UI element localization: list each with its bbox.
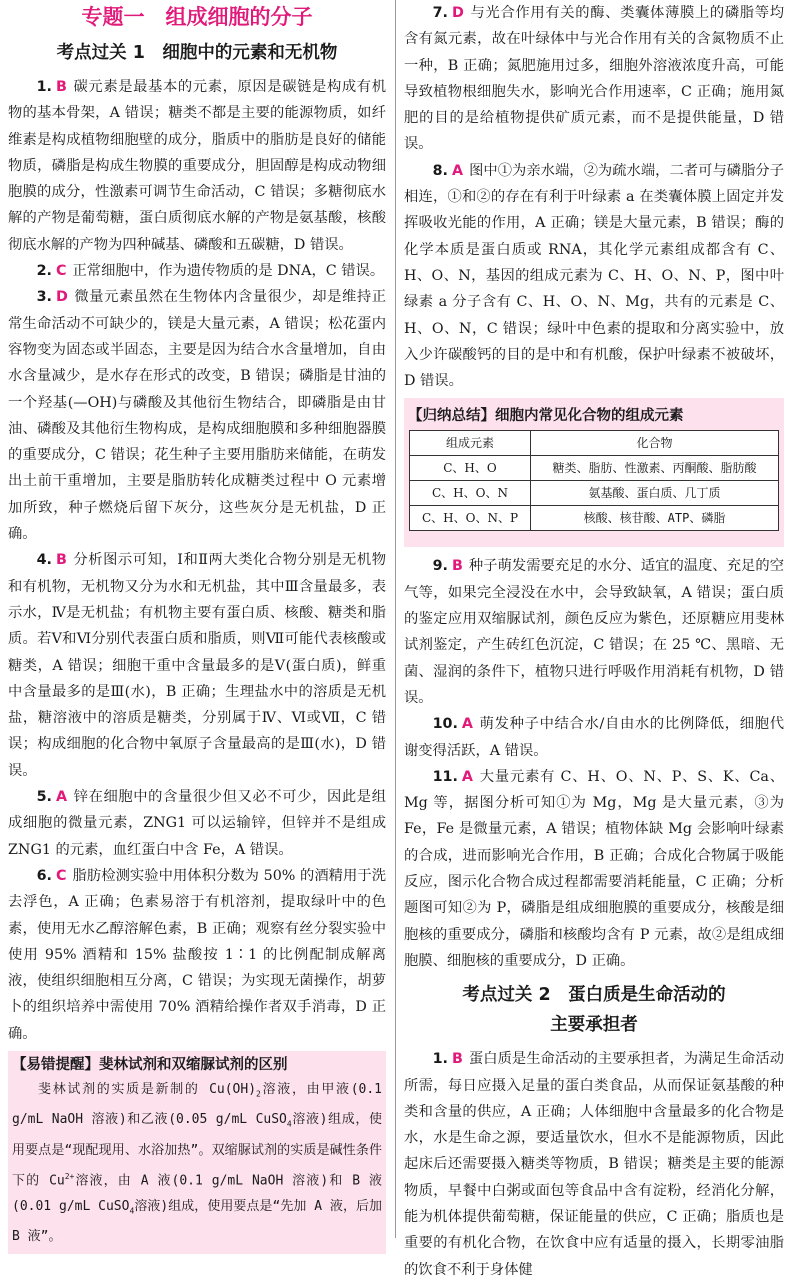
left-column bbox=[8, 0, 386, 1245]
answer-item: 10. A 萌发种子中结合水/自由水的比例降低，细胞代谢变得活跃，A 错误。 bbox=[404, 716, 784, 759]
summary-title: 【归纳总结】细胞内常见化合物的组成元素 bbox=[408, 408, 684, 425]
answer-item: 1. B 蛋白质是生命活动的主要承担者，为满足生命活动所需，每日应摄入足量的蛋白类食品，从而保证氨基酸的种类和含量的供应，A 正确；人体细胞中含量最多的化合物是水，水是生命之源，要适量饮水，但水不是能源物质，因此起床后还需要摄入糖类等物质，B 错误；糖类是主要的能源物质，早餐中白粥或面包等食品中含有淀粉，经消化分解，能为机体提供葡萄糖，保证能量的供应，C 正确；脂质也是重要的有机化合物，在饮食中应有适量的摄入，长期零油脂的饮食不利于身体健 bbox=[404, 1051, 784, 1278]
answer-item: 1. B 碳元素是最基本的元素，原因是碳链是构成有机物的基本骨架，A 错误；糖类不都是主要的能源物质，如纤维素是构成植物细胞壁的成分，脂质中的脂肪是良好的储能物质，磷脂是构成生物膜的重要成分，胆固醇是构成动物细胞膜的成分，性激素可调节生命活动，C 错误；多糖彻底水解的产物是葡萄糖，蛋白质彻底水解的产物是氨基酸，核酸彻底水解的产物为四种碱基、磷酸和五碳糖，D 错误。 bbox=[8, 79, 386, 253]
section-title-2: 考点过关 2 蛋白质是生命活动的 主要承担者 bbox=[462, 985, 726, 1036]
answer-item: 11. A 大量元素有 C、H、O、N、P、S、K、Ca、Mg 等，据图分析可知①为 Mg，Mg 是大量元素，③为 Fe，Fe 是微量元素，A 错误；植物体缺 Mg 会影响叶绿素的合成，进而影响光合作用，B 正确；合成化合物属于吸能反应，图示化合物合成过程都需要消耗能量，C 正确；分析题图可知②为 P，磷脂是组成细胞膜的重要成分，核酸是细胞核的重要成分，磷脂和核酸均含有 P 元素，故②是组成细胞膜、细胞核的重要成分，D 正确。 bbox=[404, 768, 784, 969]
answer-item: 7. D 与光合作用有关的酶、类囊体薄膜上的磷脂等均含有氮元素，故在叶绿体中与光合作用有关的含氮物质不止一种，B 正确；氮肥施用过多，细胞外溶液浓度升高，可能导致植物根细胞失水，影响光合作用速率，C 正确；施用氮肥的目的是给植物提供矿质元素，而不是提供能量，D 错误。 bbox=[404, 5, 784, 153]
table-row bbox=[410, 456, 779, 481]
table-cell: C、H、O、N、P bbox=[410, 506, 531, 531]
answer-item: 8. A 图中①为亲水端，②为疏水端，二者可与磷脂分子相连，①和②的存在有利于叶绿素 a 在类囊体膜上固定并发挥吸收光能的作用，A 正确；镁是大量元素，B 错误；酶的化学本质是蛋白质或 RNA，其化学元素组成都含有 C、H、O、N，基因的组成元素为 C、H、O、N、P，图中叶绿素 a 分子含有 C、H、O、N、Mg，共有的元素是 C、H、O、N，C 错误；绿叶中色素的提取和分离实验中，放入少许碳酸钙的目的是中和有机酸，保护叶绿素不被破坏，D 错误。 bbox=[404, 162, 785, 390]
tip-box bbox=[8, 1051, 386, 1254]
answer-item: 4. B 分析图示可知，Ⅰ和Ⅱ两大类化合物分别是无机物和有机物，无机物又分为水和无机盐，其中Ⅲ含量最多，表示水，Ⅳ是无机盐；有机物主要有蛋白质、核酸、糖类和脂质。若Ⅴ和Ⅵ分别代表蛋白质和脂质，则Ⅶ可能代表核酸或糖类，A 错误；细胞干重中含量最多的是Ⅴ(蛋白质)，鲜重中含量最多的是Ⅲ(水)，B 正确；生理盐水中的溶质是无机盐，糖溶液中的溶质是糖类，分别属于Ⅳ、Ⅵ或Ⅶ，C 错误；构成细胞的化合物中氧原子含量最高的是Ⅲ(水)，D 错误。 bbox=[8, 552, 386, 779]
table-cell: 糖类、脂肪、性激素、丙酮酸、脂肪酸 bbox=[531, 456, 779, 481]
section-title-1: 考点过关 1 细胞中的元素和无机物 bbox=[56, 43, 338, 63]
table-header-row bbox=[410, 431, 779, 456]
tip-box-title: 【易错提醒】斐林试剂和双缩脲试剂的区别 bbox=[12, 1056, 288, 1073]
column-divider bbox=[395, 0, 396, 1238]
topic-title: 专题一 组成细胞的分子 bbox=[81, 5, 313, 29]
table-header: 化合物 bbox=[531, 431, 779, 456]
table-cell: C、H、O、N bbox=[410, 481, 531, 506]
answer-item: 5. A 锌在细胞中的含量很少但又必不可少，因此是组成细胞的微量元素，ZNG1 可以运输锌，但锌并不是组成 ZNG1 的元素，血红蛋白中含 Fe，A 错误。 bbox=[8, 789, 386, 858]
answer-item: 9. B 种子萌发需要充足的水分、适宜的温度、充足的空气等，如果完全浸没在水中，会导致缺氧，A 错误；蛋白质的鉴定应用双缩脲试剂，颜色反应为紫色，还原糖应用斐林试剂鉴定，产生砖红色沉淀，C 错误；在 25 ℃、黑暗、无菌、湿润的条件下，植物只进行呼吸作用消耗有机物，D 错误。 bbox=[404, 558, 784, 706]
table-cell: 氨基酸、蛋白质、几丁质 bbox=[531, 481, 779, 506]
answer-item: 3. D 微量元素虽然在生物体内含量很少，却是维持正常生命活动不可缺少的，镁是大量元素，A 错误；松花蛋内容物变为固态或半固态，主要是因为结合水含量增加，自由水含量减少，是水存在形式的改变，B 错误；磷脂是甘油的一个羟基(—OH)与磷酸及其他衍生物结合，即磷脂是由甘油、磷酸及其他衍生物构成，是构成细胞膜和多种细胞器膜的重要成分，C 错误；花生种子主要用脂肪来储能，在萌发出土前干重增加，主要是脂肪转化成糖类过程中 O 元素增加所致，种子燃烧后留下灰分，这些灰分是无机盐，D 正确。 bbox=[8, 289, 386, 543]
table-cell: 核酸、核苷酸、ATP、磷脂 bbox=[531, 506, 779, 531]
right-column bbox=[404, 0, 785, 1278]
answer-item: 2. C 正常细胞中，作为遗传物质的是 DNA，C 错误。 bbox=[36, 263, 385, 280]
table-header: 组成元素 bbox=[410, 431, 531, 456]
table-row bbox=[410, 506, 779, 531]
summary-table bbox=[409, 430, 779, 531]
table-cell: C、H、O bbox=[410, 456, 531, 481]
answer-item: 6. C 脂肪检测实验中用体积分数为 50% 的酒精用于洗去浮色，A 正确；色素易溶于有机溶剂，提取绿叶中的色素，使用无水乙醇溶解色素，B 正确；观察有丝分裂实验中使用 95% 酒精和 15% 盐酸按 1∶1 的比例配制成解离液，使组织细胞相互分离，C 错误；为实现无菌操作，胡萝卜的组织培养中需使用 70% 酒精给操作者双手消毒，D 正确。 bbox=[8, 867, 386, 1042]
table-row bbox=[410, 481, 779, 506]
tip-box-body: 斐林试剂的实质是新制的 $Cu(OH)_2$溶液，由甲液(0.1 g/mL NaOH 溶液)和乙液(0.05 g/mL CuSO$_4$溶液)组成，使用要点是“现配现用、水浴加热”。双缩脲试剂的实质是碱性条件下的 $Cu^{2+}$溶液，由 A 液(0.1 g/mL NaOH 溶液)和 B 液(0.01 g/mL CuSO$_4$溶液)组成，使用要点是“先加 A 液，后加 B 液”。 bbox=[12, 1081, 382, 1245]
summary-box bbox=[404, 398, 784, 547]
